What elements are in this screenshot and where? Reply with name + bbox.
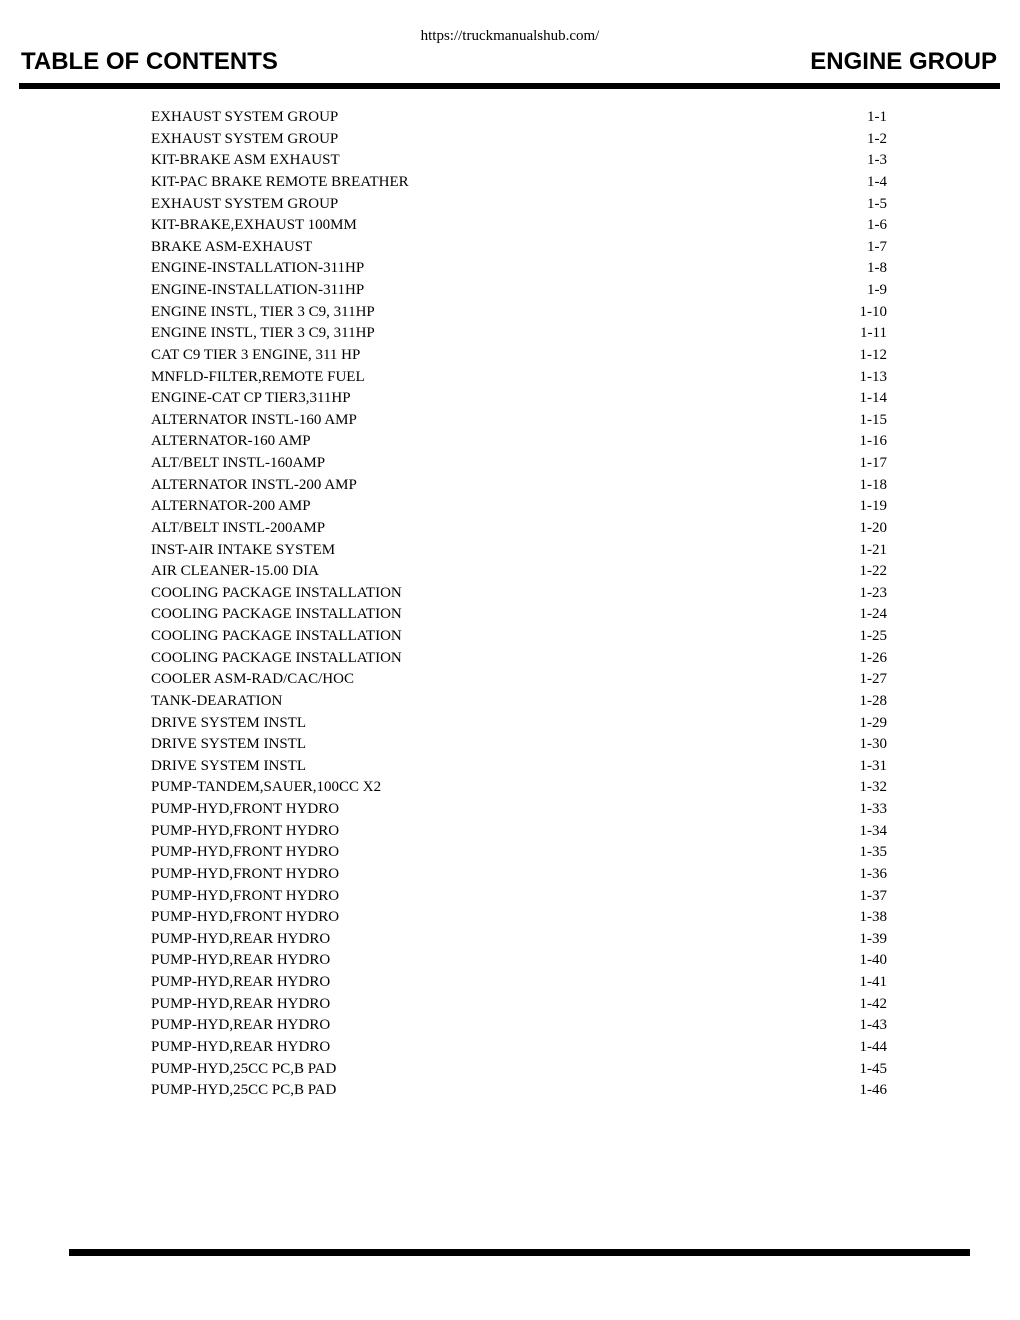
source-url[interactable]: https://truckmanualshub.com/ — [420, 28, 600, 44]
toc-entry[interactable] — [151, 756, 887, 778]
toc-entry-page: 1-2 — [867, 130, 887, 147]
toc-entry-title: KIT-BRAKE,EXHAUST 100MM — [151, 217, 357, 234]
toc-entry-page: 1-13 — [859, 368, 887, 385]
toc-entry-page: 1-19 — [859, 498, 887, 515]
toc-entry-title: PUMP-HYD,REAR HYDRO — [151, 995, 331, 1012]
toc-entry-page: 1-24 — [859, 606, 887, 623]
toc-entry-title: EXHAUST SYSTEM GROUP — [151, 130, 339, 147]
toc-entry-page: 1-31 — [859, 757, 887, 774]
toc-entry-page: 1-38 — [859, 909, 887, 926]
toc-entry[interactable] — [151, 950, 887, 972]
toc-entry[interactable] — [151, 1059, 887, 1081]
toc-entry[interactable] — [151, 172, 887, 194]
toc-entry-title: PUMP-HYD,REAR HYDRO — [151, 952, 331, 969]
toc-entry-page: 1-28 — [859, 692, 887, 709]
toc-entry-page: 1-9 — [867, 282, 887, 298]
toc-entry-title: PUMP-HYD,FRONT HYDRO — [151, 801, 340, 817]
toc-entry[interactable] — [151, 777, 887, 799]
toc-entry-title: PUMP-HYD,25CC PC,B PAD — [151, 1060, 337, 1077]
toc-entry-page: 1-1 — [867, 109, 887, 125]
toc-entry-page: 1-36 — [859, 865, 887, 882]
toc-entry-title: PUMP-HYD,FRONT HYDRO — [151, 844, 340, 861]
toc-list — [151, 107, 887, 1102]
toc-entry-page: 1-6 — [867, 217, 887, 234]
toc-entry-page: 1-32 — [859, 779, 887, 796]
toc-entry-title: ENGINE-INSTALLATION-311HP — [151, 260, 365, 277]
toc-entry[interactable] — [151, 691, 887, 713]
toc-entry-page: 1-33 — [859, 801, 887, 817]
toc-entry[interactable] — [151, 367, 887, 389]
toc-entry[interactable] — [151, 734, 887, 756]
toc-entry-title: ENGINE INSTL, TIER 3 C9, 311HP — [151, 303, 375, 320]
page-title: TABLE OF CONTENTS — [21, 48, 278, 75]
toc-entry-page: 1-11 — [860, 325, 887, 342]
toc-entry-title: COOLING PACKAGE INSTALLATION — [151, 649, 402, 666]
toc-entry-page: 1-43 — [859, 1017, 887, 1034]
toc-entry[interactable] — [151, 388, 887, 410]
toc-entry[interactable] — [151, 972, 887, 994]
toc-entry-title: BRAKE ASM-EXHAUST — [151, 238, 313, 255]
toc-entry-page: 1-29 — [859, 714, 887, 731]
toc-entry-title: PUMP-HYD,FRONT HYDRO — [151, 865, 340, 882]
toc-entry-page: 1-26 — [859, 649, 887, 666]
toc-entry[interactable] — [151, 258, 887, 280]
toc-entry-page: 1-40 — [859, 952, 887, 969]
toc-entry-title: DRIVE SYSTEM INSTL — [151, 736, 307, 753]
toc-entry-title: DRIVE SYSTEM INSTL — [151, 757, 307, 774]
toc-entry-title: ENGINE-CAT CP TIER3,311HP — [151, 390, 351, 407]
toc-entry-page: 1-41 — [859, 974, 887, 990]
toc-entry-title: PUMP-HYD,REAR HYDRO — [151, 930, 331, 947]
toc-entry-title: ALT/BELT INSTL-160AMP — [151, 455, 326, 471]
toc-entry-title: AIR CLEANER-15.00 DIA — [151, 563, 319, 580]
toc-entry[interactable] — [151, 518, 887, 540]
toc-entry[interactable] — [151, 431, 887, 453]
toc-entry-title: COOLING PACKAGE INSTALLATION — [151, 584, 402, 601]
toc-entry[interactable] — [151, 604, 887, 626]
toc-entry-title: DRIVE SYSTEM INSTL — [151, 714, 307, 731]
toc-entry-title: ALTERNATOR INSTL-160 AMP — [151, 411, 357, 428]
toc-entry-page: 1-45 — [859, 1060, 887, 1077]
toc-entry[interactable] — [151, 669, 887, 691]
toc-entry-title: MNFLD-FILTER,REMOTE FUEL — [151, 368, 365, 385]
toc-entry[interactable] — [151, 1080, 887, 1102]
header-divider — [19, 83, 1000, 89]
toc-entry[interactable] — [151, 107, 887, 129]
toc-entry[interactable] — [151, 475, 887, 497]
toc-entry-page: 1-46 — [859, 1082, 887, 1099]
toc-entry-page: 1-25 — [859, 628, 887, 644]
toc-entry-page: 1-27 — [859, 671, 887, 688]
toc-entry-page: 1-3 — [867, 152, 887, 169]
toc-entry-title: EXHAUST SYSTEM GROUP — [151, 109, 339, 125]
toc-entry[interactable] — [151, 864, 887, 886]
toc-entry-title: KIT-BRAKE ASM EXHAUST — [151, 152, 340, 169]
toc-entry-title: PUMP-HYD,REAR HYDRO — [151, 1017, 331, 1034]
toc-entry-page: 1-12 — [859, 346, 887, 363]
toc-entry-page: 1-39 — [859, 930, 887, 947]
toc-entry-title: COOLING PACKAGE INSTALLATION — [151, 628, 402, 644]
toc-entry-title: ALTERNATOR-200 AMP — [151, 498, 311, 515]
footer-divider — [69, 1249, 970, 1256]
toc-entry-title: PUMP-HYD,FRONT HYDRO — [151, 887, 340, 904]
toc-entry[interactable] — [151, 410, 887, 432]
toc-entry-title: ALT/BELT INSTL-200AMP — [151, 519, 326, 536]
toc-entry-page: 1-10 — [859, 303, 887, 320]
toc-entry-title: PUMP-HYD,FRONT HYDRO — [151, 909, 340, 926]
toc-entry[interactable] — [151, 648, 887, 670]
toc-entry-title: PUMP-HYD,25CC PC,B PAD — [151, 1082, 337, 1099]
toc-entry-title: TANK-DEARATION — [151, 692, 283, 709]
toc-entry[interactable] — [151, 150, 887, 172]
toc-entry-page: 1-23 — [859, 584, 887, 601]
toc-entry[interactable] — [151, 323, 887, 345]
toc-entry[interactable] — [151, 886, 887, 908]
toc-entry-page: 1-21 — [859, 541, 887, 558]
toc-entry-page: 1-37 — [859, 887, 887, 904]
toc-entry-title: ENGINE-INSTALLATION-311HP — [151, 282, 365, 298]
toc-entry[interactable] — [151, 540, 887, 562]
toc-entry[interactable] — [151, 929, 887, 951]
toc-entry-page: 1-20 — [859, 519, 887, 536]
toc-entry[interactable] — [151, 302, 887, 324]
toc-entry[interactable] — [151, 713, 887, 735]
toc-entry-page: 1-18 — [859, 476, 887, 493]
toc-entry[interactable] — [151, 453, 887, 475]
toc-entry[interactable] — [151, 280, 887, 302]
toc-entry[interactable] — [151, 626, 887, 648]
toc-entry-title: EXHAUST SYSTEM GROUP — [151, 195, 339, 212]
toc-entry-title: INST-AIR INTAKE SYSTEM — [151, 541, 336, 558]
toc-entry-title: COOLER ASM-RAD/CAC/HOC — [151, 671, 354, 688]
toc-entry-title: COOLING PACKAGE INSTALLATION — [151, 606, 402, 623]
toc-entry-page: 1-15 — [859, 411, 887, 428]
toc-entry-page: 1-42 — [859, 995, 887, 1012]
toc-entry[interactable] — [151, 194, 887, 216]
toc-entry-title: PUMP-HYD,REAR HYDRO — [151, 974, 331, 990]
toc-entry-title: KIT-PAC BRAKE REMOTE BREATHER — [151, 173, 409, 190]
toc-entry-page: 1-14 — [859, 390, 887, 407]
toc-entry-page: 1-5 — [867, 195, 887, 212]
toc-entry[interactable] — [151, 1037, 887, 1059]
toc-entry-page: 1-16 — [859, 433, 887, 450]
toc-entry[interactable] — [151, 583, 887, 605]
toc-entry[interactable] — [151, 215, 887, 237]
toc-entry-title: ENGINE INSTL, TIER 3 C9, 311HP — [151, 325, 375, 342]
toc-entry[interactable] — [151, 907, 887, 929]
toc-entry-page: 1-17 — [859, 455, 887, 471]
toc-entry[interactable] — [151, 496, 887, 518]
toc-entry-page: 1-4 — [867, 173, 887, 190]
toc-entry[interactable] — [151, 799, 887, 821]
toc-entry-page: 1-35 — [859, 844, 887, 861]
toc-entry-page: 1-44 — [859, 1038, 887, 1055]
toc-entry-title: PUMP-HYD,FRONT HYDRO — [151, 822, 340, 839]
toc-entry-page: 1-7 — [867, 238, 887, 255]
toc-entry-page: 1-30 — [859, 736, 887, 753]
toc-entry[interactable] — [151, 561, 887, 583]
toc-entry-page: 1-8 — [867, 260, 887, 277]
section-title: ENGINE GROUP — [810, 48, 997, 75]
toc-entry[interactable] — [151, 1015, 887, 1037]
toc-entry[interactable] — [151, 345, 887, 367]
toc-entry-title: PUMP-TANDEM,SAUER,100CC X2 — [151, 779, 382, 796]
toc-entry[interactable] — [151, 842, 887, 864]
toc-entry[interactable] — [151, 129, 887, 151]
toc-entry[interactable] — [151, 821, 887, 843]
toc-entry-title: ALTERNATOR INSTL-200 AMP — [151, 476, 357, 493]
toc-entry-page: 1-34 — [859, 822, 887, 839]
toc-entry[interactable] — [151, 994, 887, 1016]
toc-entry-page: 1-22 — [859, 563, 887, 580]
toc-entry-title: PUMP-HYD,REAR HYDRO — [151, 1038, 331, 1055]
toc-entry[interactable] — [151, 237, 887, 259]
toc-entry-title: ALTERNATOR-160 AMP — [151, 433, 311, 450]
toc-entry-title: CAT C9 TIER 3 ENGINE, 311 HP — [151, 346, 361, 363]
